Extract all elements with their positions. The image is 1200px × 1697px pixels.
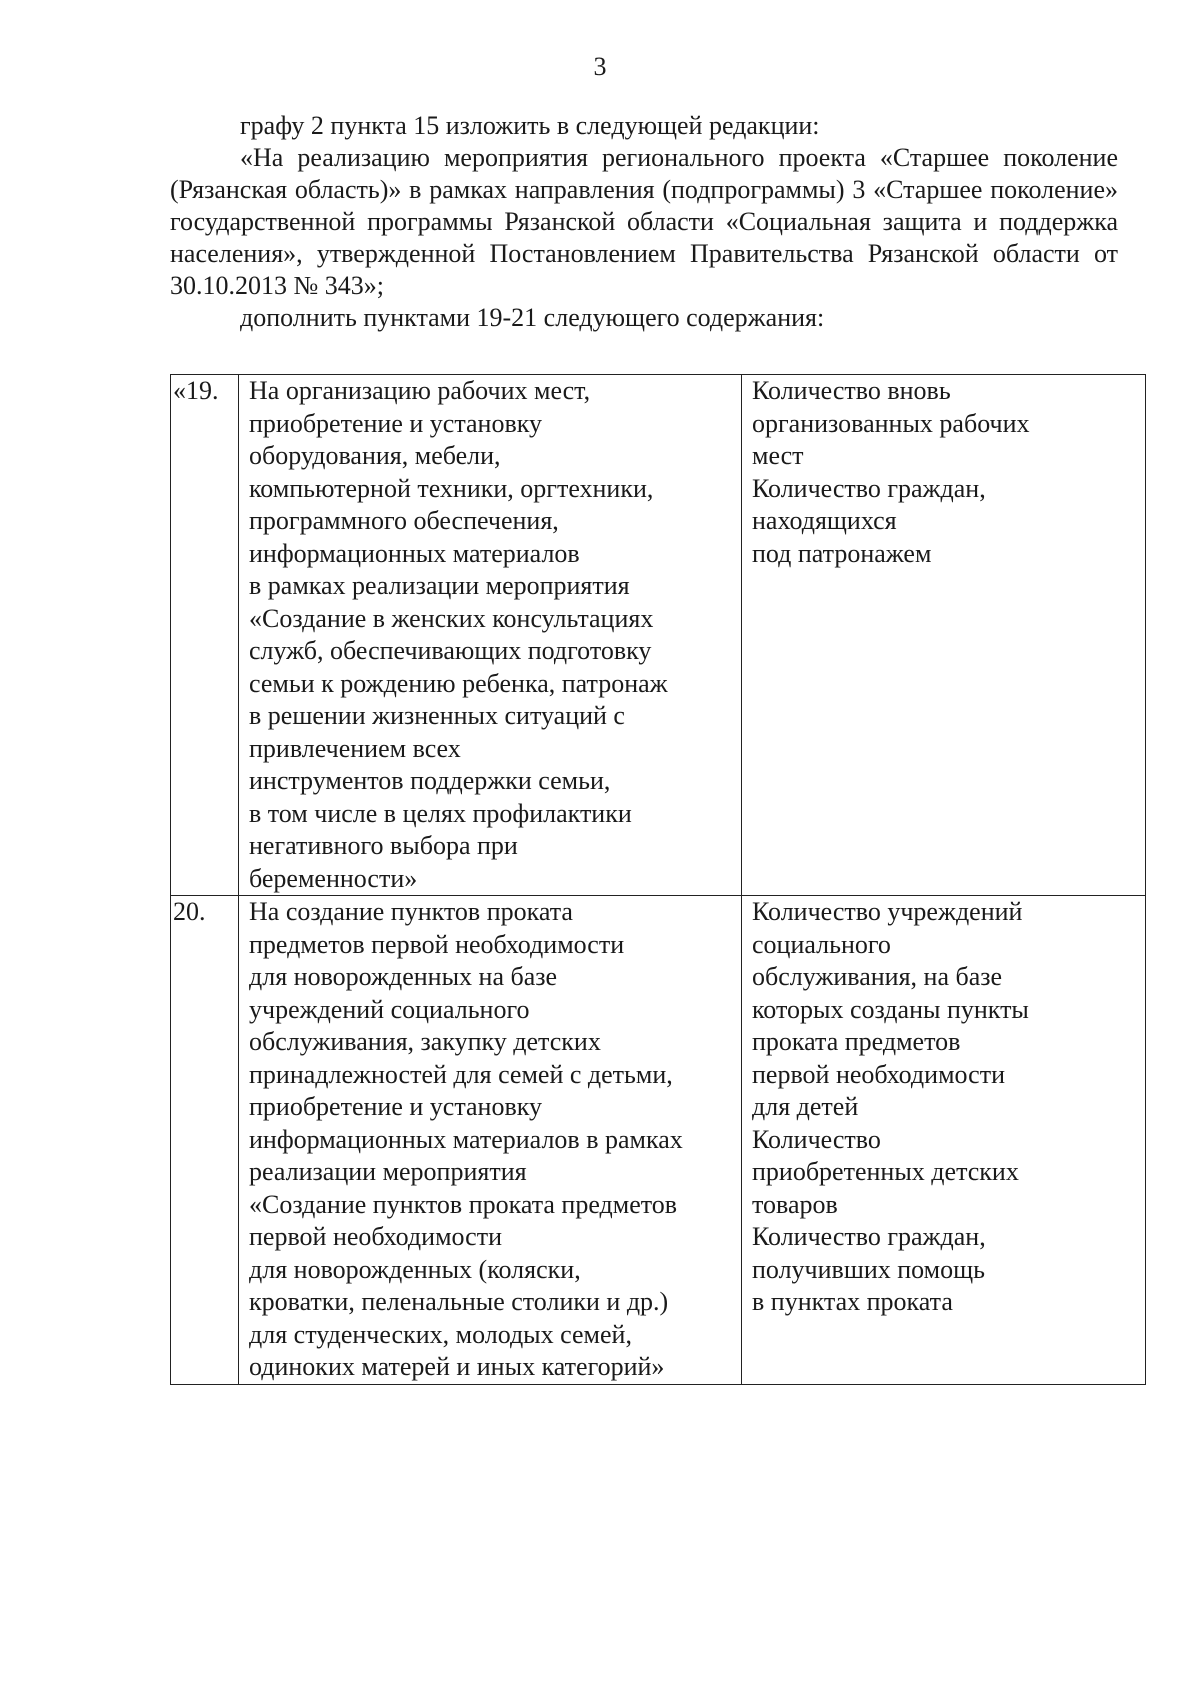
description-line: одиноких матерей и иных категорий» <box>249 1352 665 1381</box>
indicator-line: которых созданы пункты <box>752 994 1029 1024</box>
description-line: в рамках реализации мероприятия <box>249 571 630 600</box>
description-line: реализации мероприятия <box>249 1157 527 1186</box>
row-number: 20. <box>171 896 239 1385</box>
description-line: «Создание в женских консультациях <box>249 603 654 633</box>
row-indicators <box>742 375 1146 896</box>
description-line: «Создание пунктов проката предметов <box>249 1189 678 1219</box>
description-line: На организацию рабочих мест, <box>249 376 591 405</box>
description-line: приобретение и установку <box>249 1092 542 1121</box>
description-line: в решении жизненных ситуаций с <box>249 701 625 730</box>
indicator-line: Количество учреждений <box>752 897 1023 926</box>
indicator-line: Количество граждан, <box>752 473 986 503</box>
table-row-20 <box>171 896 1146 1385</box>
description-line: компьютерной техники, оргтехники, <box>249 473 654 503</box>
intro-paragraph: «На реализацию мероприятия регионального проекта «Старшее поколение (Рязанская область)» в рамках направления (подпрограммы) 3 «Старшее поколение» государственной программы Рязанской области «Социальная защита и поддержка населения», утвержденной Постановлением Правительства Рязанской области от 30.10.2013 № 343»; <box>170 143 1118 300</box>
description-line: первой необходимости <box>249 1222 502 1251</box>
intro-line-3: дополнить пунктами 19-21 следующего содержания: <box>240 303 825 332</box>
description-line: привлечением всех <box>249 733 461 763</box>
indicator-line: под патронажем <box>752 538 932 568</box>
indicator-line: организованных рабочих <box>752 408 1030 438</box>
description-line: кроватки, пеленальные столики и др.) <box>249 1287 669 1316</box>
description-line: негативного выбора при <box>249 831 518 860</box>
indicator-line: в пунктах проката <box>752 1287 953 1316</box>
intro-text <box>170 110 1118 334</box>
description-line: предметов первой необходимости <box>249 929 625 959</box>
indicator-line: мест <box>752 441 804 470</box>
indicator-line: для детей <box>752 1092 859 1121</box>
indicator-line: обслуживания, на базе <box>752 962 1003 991</box>
description-line: принадлежностей для семей с детьми, <box>249 1059 673 1089</box>
indicator-line: Количество вновь <box>752 376 951 405</box>
description-line: На создание пунктов проката <box>249 897 573 926</box>
description-line: информационных материалов в рамках <box>249 1124 683 1154</box>
description-line: учреждений социального <box>249 994 530 1024</box>
indicator-line: получивших помощь <box>752 1254 985 1284</box>
intro-line-1: графу 2 пункта 15 изложить в следующей редакции: <box>240 111 820 140</box>
description-line: для новорожденных (коляски, <box>249 1254 581 1284</box>
description-line: обслуживания, закупку детских <box>249 1027 601 1056</box>
description-line: приобретение и установку <box>249 408 542 438</box>
description-line: программного обеспечения, <box>249 506 559 535</box>
indicator-line: социального <box>752 929 891 959</box>
description-line: для новорожденных на базе <box>249 962 558 991</box>
description-line: беременности» <box>249 863 418 893</box>
description-line: для студенческих, молодых семей, <box>249 1319 632 1349</box>
indicator-line: Количество <box>752 1124 881 1154</box>
indicator-line: проката предметов <box>752 1027 961 1056</box>
indicator-line: Количество граждан, <box>752 1222 986 1251</box>
page-number: 3 <box>593 52 607 81</box>
indicator-line: приобретенных детских <box>752 1157 1019 1186</box>
indicator-line: первой необходимости <box>752 1059 1005 1089</box>
description-line: служб, обеспечивающих подготовку <box>249 636 652 665</box>
description-line: информационных материалов <box>249 538 580 568</box>
row-indicators <box>742 896 1146 1385</box>
row-description <box>239 896 742 1385</box>
row-number: «19. <box>171 375 239 896</box>
description-line: в том числе в целях профилактики <box>249 798 632 828</box>
row-description <box>239 375 742 896</box>
description-line: инструментов поддержки семьи, <box>249 766 611 795</box>
table-row-19 <box>171 375 1146 896</box>
indicator-line: товаров <box>752 1189 838 1219</box>
indicator-line: находящихся <box>752 506 897 535</box>
description-line: оборудования, мебели, <box>249 441 501 470</box>
items-table <box>170 374 1146 1385</box>
description-line: семьи к рождению ребенка, патронаж <box>249 668 668 698</box>
